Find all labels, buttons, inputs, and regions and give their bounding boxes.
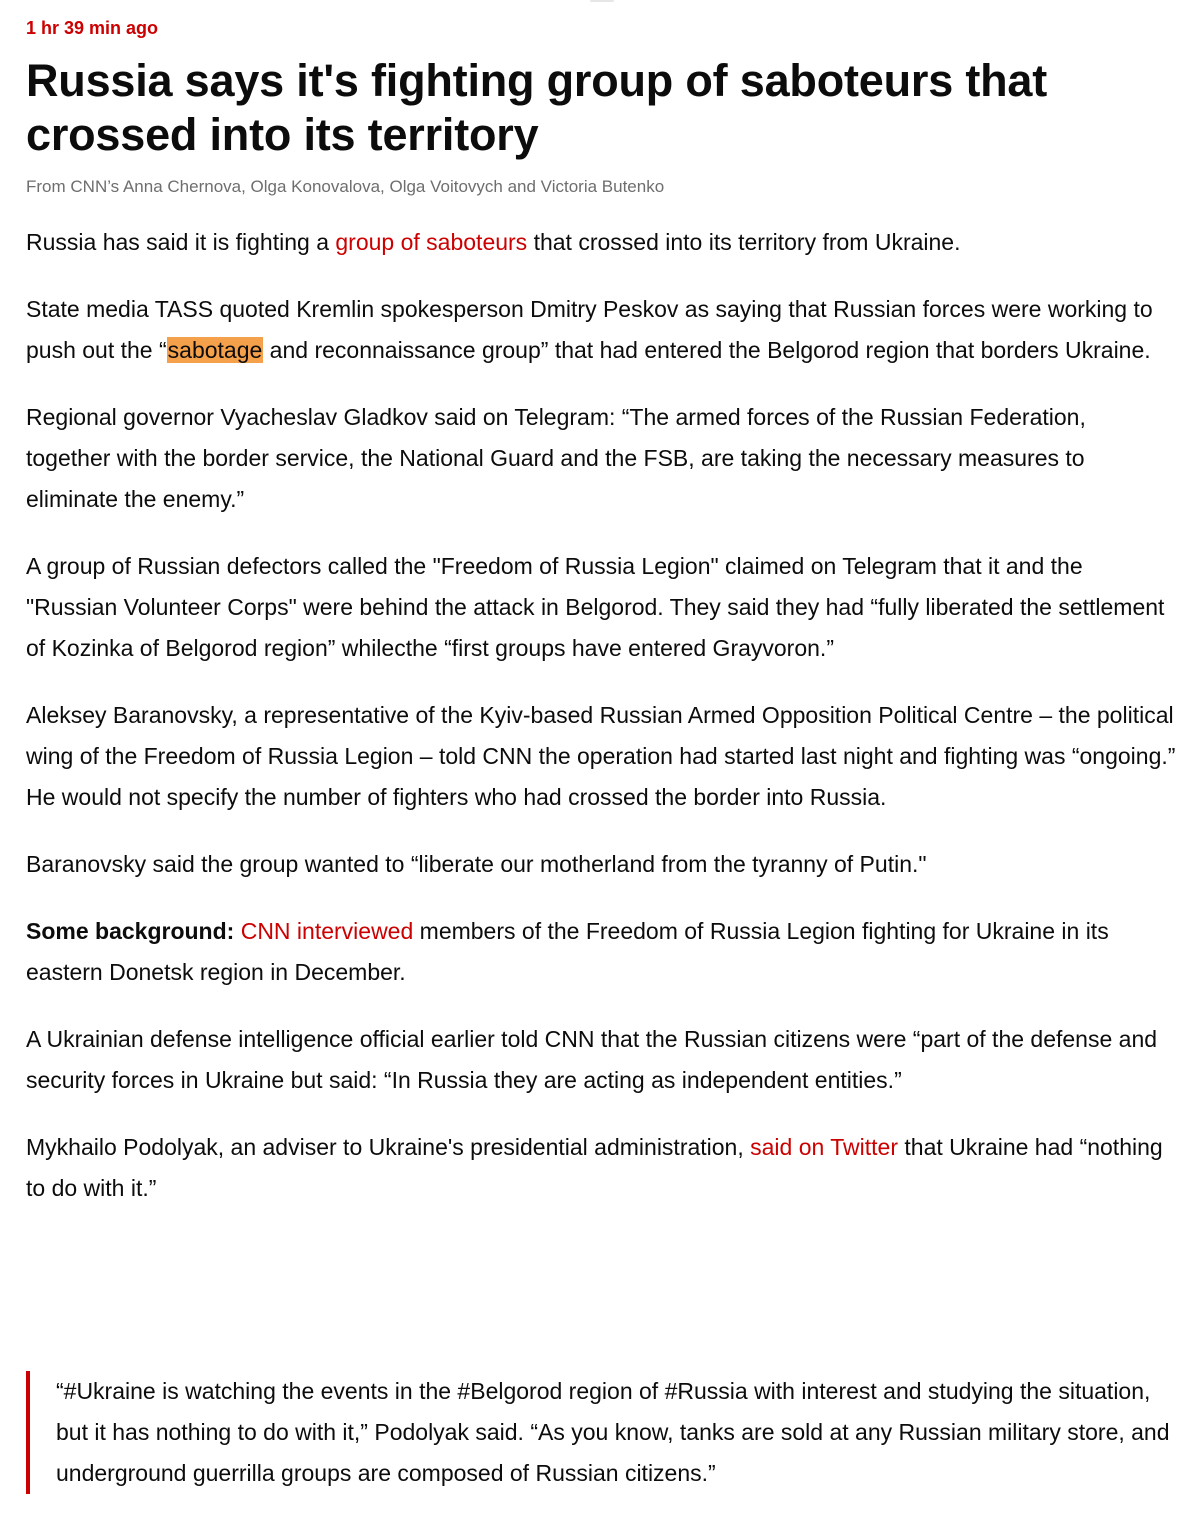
paragraph-2-text-b: and reconnaissance group” that had entered the Belgorod region that borders Ukraine. [263,337,1151,363]
paragraph-9-text-b: that Ukraine had “nothing to do with it.” [26,1134,1163,1201]
paragraph-8: A Ukrainian defense intelligence official earlier told CNN that the Russian citizens were “part of the defense and security forces in Ukraine but said: “In Russia they are acting as independent entities.” [26,1026,1158,1093]
post-headline: Russia says it's fighting group of saboteurs that crossed into its territory [26,55,1048,160]
group-of-saboteurs-link[interactable]: group of saboteurs [335,229,528,255]
paragraph-5: Aleksey Baranovsky, a representative of the Kyiv-based Russian Armed Opposition Political Centre – the political wing of the Freedom of Russia Legion – told CNN the operation had started last night and fighting was “ongoing.” He would not specify the number of fighters who had crossed the border into Russia. [26,702,1176,810]
said-on-twitter-link[interactable]: said on Twitter [750,1134,899,1160]
paragraph-3: Regional governor Vyacheslav Gladkov said on Telegram: “The armed forces of the Russian Federation, together with the border service, the National Guard and the FSB, are taking the necessary measures to eliminate the enemy.” [26,404,1086,512]
paragraph-4: A group of Russian defectors called the "Freedom of Russia Legion" claimed on Telegram that it and the "Russian Volunteer Corps" were behind the attack in Belgorod. They said they had “fully liberated the settlement of Kozinka of Belgorod region” whilecthe “first groups have entered Grayvoron.” [26,553,1165,661]
post-byline: From CNN’s Anna Chernova, Olga Konovalova, Olga Voitovych and Victoria Butenko [26,177,665,196]
paragraph-9 [26,1127,1176,1209]
post-body [26,222,1176,1235]
background-label: Some background: [26,918,235,944]
paragraph-6: Baranovsky said the group wanted to “liberate our motherland from the tyranny of Putin." [26,851,927,877]
highlighted-word[interactable]: sabotage [167,337,263,363]
paragraph-1-text-a: Russia has said it is fighting a [26,229,336,255]
paragraph-1-text-b: that crossed into its territory from Ukraine. [527,229,961,255]
paragraph-9-text-a: Mykhailo Podolyak, an adviser to Ukraine's presidential administration, [26,1134,751,1160]
paragraph-7 [26,911,1176,993]
paragraph-2-text-a: State media TASS quoted Kremlin spokesperson Dmitry Peskov as saying that Russian forces were working to push out the “ [26,296,1153,363]
paragraph-2 [26,289,1176,371]
top-edge-indicator [590,0,614,2]
post-timestamp[interactable]: 1 hr 39 min ago [26,18,159,38]
pull-quote [26,1371,1176,1494]
paragraph-1 [26,222,1176,263]
paragraph-7-text-b: members of the Freedom of Russia Legion fighting for Ukraine in its eastern Donetsk region in December. [26,918,1109,985]
pull-quote-text: “#Ukraine is watching the events in the #Belgorod region of #Russia with interest and studying the situation, but it has nothing to do with it,” Podolyak said. “As you know, tanks are sold at any Russian military store, and underground guerrilla groups are composed of Russian citizens.” [56,1378,1170,1486]
cnn-interviewed-link[interactable]: CNN interviewed [240,918,414,944]
